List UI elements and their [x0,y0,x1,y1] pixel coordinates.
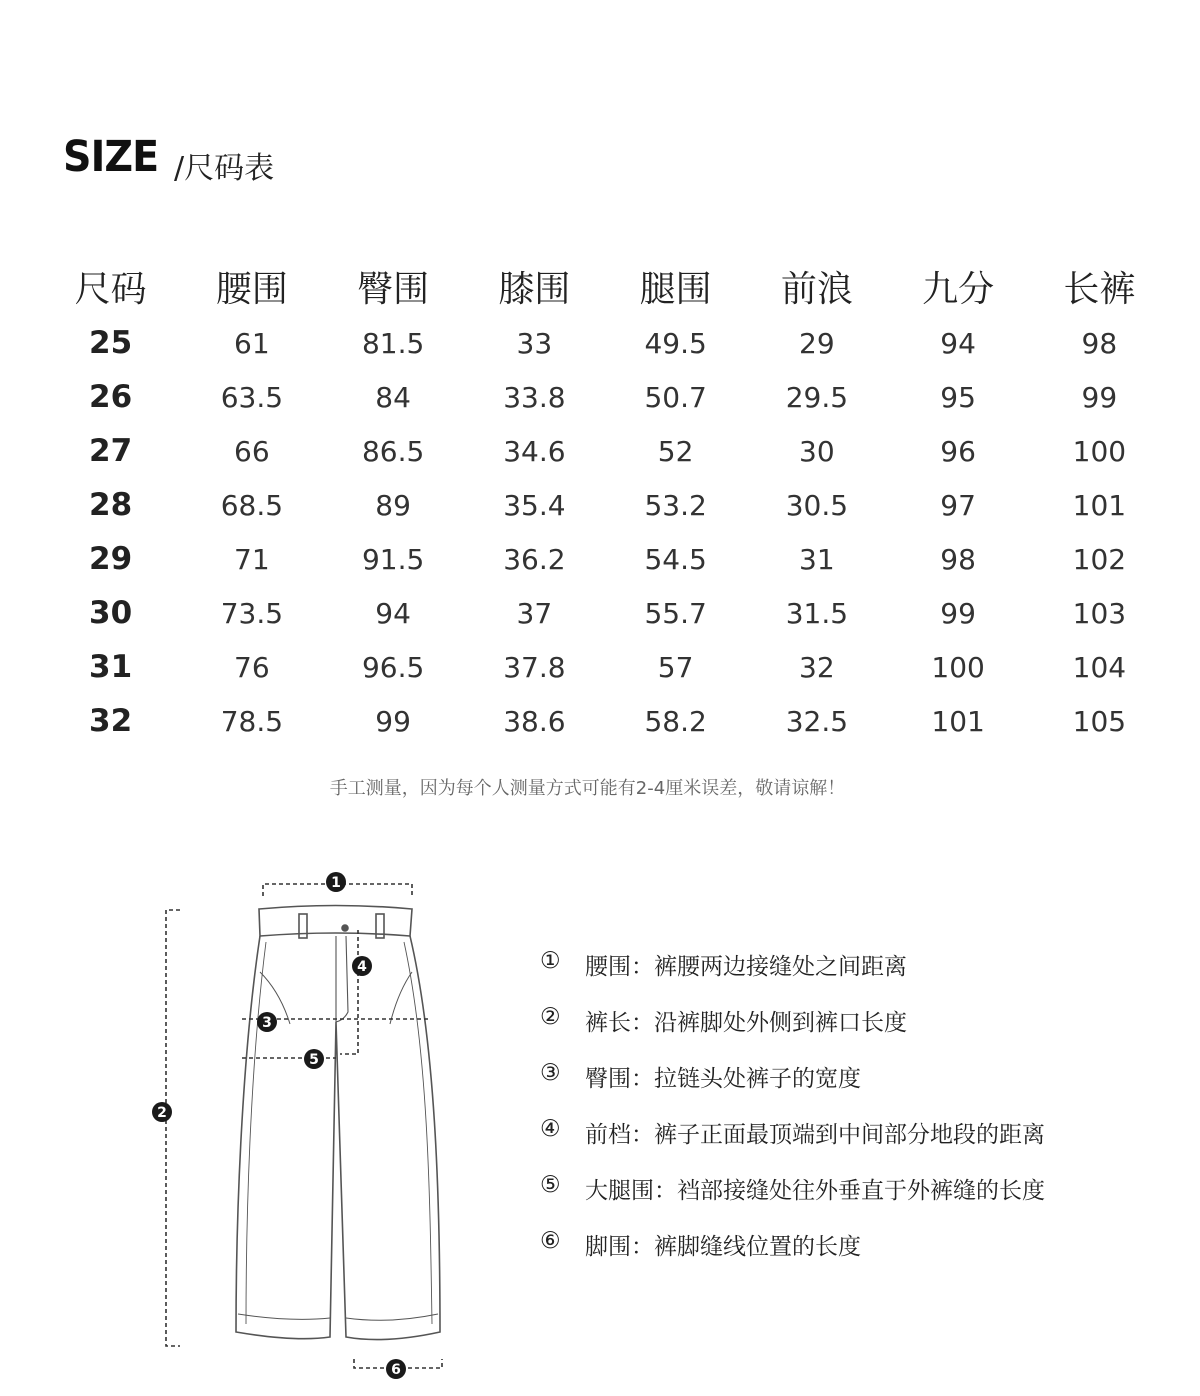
table-cell: 101 [1072,488,1127,522]
table-cell: 66 [234,434,270,468]
table-cell: 95 [940,380,976,414]
table-cell: 105 [1072,704,1127,738]
marker-number: 2 [157,1105,167,1121]
length-measure-line [166,910,180,1346]
table-cell: 33 [516,326,553,360]
table-cell: 91.5 [361,542,425,576]
legend-text: 脚围：裤脚缝线位置的长度 [585,1234,861,1260]
column-header: 前浪 [780,268,853,310]
table-row [40,640,1170,694]
size-cell: 32 [89,703,133,739]
table-cell: 29 [799,326,835,360]
table-cell: 36.2 [503,542,566,576]
table-row [40,424,1170,478]
table-row [40,478,1170,532]
table-cell: 99 [940,596,976,630]
table-cell: 100 [931,650,985,684]
size-table [40,256,1170,748]
legend-item [540,1172,1045,1228]
table-cell: 49.5 [644,326,707,360]
table-cell: 32 [799,650,835,684]
column-header: 腰围 [215,268,288,310]
legend-item [540,948,1045,1004]
legend-item [540,1228,1045,1284]
table-cell: 53.2 [644,488,707,522]
table-cell: 52 [657,434,694,468]
hem-line [238,1314,438,1320]
marker-number: 4 [357,959,367,975]
legend-number: ① [540,948,561,974]
column-header: 腿围 [639,268,712,310]
page-subtitle: /尺码表 [174,151,275,186]
legend-text: 腰围：裤腰两边接缝处之间距离 [585,954,907,980]
table-row [40,532,1170,586]
column-header: 长裤 [1063,268,1136,310]
table-cell: 99 [375,704,411,738]
table-cell: 58.2 [644,704,707,738]
table-cell: 94 [940,326,976,360]
pants-seam [404,942,432,1324]
table-cell: 86.5 [361,434,425,468]
table-cell: 34.6 [503,434,566,468]
table-row [40,694,1170,748]
marker-number: 6 [391,1362,401,1378]
table-cell: 73.5 [220,596,284,630]
legend-item [540,1004,1045,1060]
table-cell: 103 [1072,596,1127,630]
size-cell: 31 [89,649,133,685]
rise-measure-line [340,930,358,1054]
pants-waistband [259,906,412,937]
table-cell: 30.5 [785,488,849,522]
table-cell: 57 [657,650,694,684]
measurement-legend [540,948,1045,1284]
table-cell: 68.5 [220,488,284,522]
table-cell: 71 [234,542,270,576]
table-cell: 89 [375,488,411,522]
table-cell: 78.5 [220,704,284,738]
table-cell: 54.5 [644,542,707,576]
column-header: 膝围 [498,268,571,310]
table-cell: 61 [234,326,270,360]
table-cell: 37.8 [503,650,566,684]
table-cell: 98 [940,542,976,576]
table-cell: 38.6 [503,704,566,738]
table-row [40,586,1170,640]
legend-text: 大腿围：裆部接缝处往外垂直于外裤缝的长度 [585,1178,1045,1204]
table-row [40,316,1170,370]
column-header: 臀围 [357,268,430,310]
measurement-note: 手工测量，因为每个人测量方式可能有2-4厘米误差，敬请谅解！ [329,778,846,799]
table-cell: 32.5 [785,704,849,738]
table-cell: 101 [931,704,985,738]
column-header: 九分 [922,268,995,310]
table-cell: 94 [375,596,411,630]
table-row [40,370,1170,424]
table-cell: 30 [799,434,835,468]
table-cell: 100 [1072,434,1127,468]
pants-outline [236,936,440,1340]
marker-number: 5 [309,1052,319,1068]
table-header-row [40,256,1170,316]
table-cell: 37 [516,596,553,630]
table-cell: 31 [799,542,835,576]
page-title: SIZE [63,132,159,182]
table-cell: 63.5 [220,380,284,414]
table-cell: 81.5 [361,326,425,360]
pants-fly [336,936,348,1022]
legend-text: 前档：裤子正面最顶端到中间部分地段的距离 [585,1122,1045,1148]
size-cell: 30 [89,595,133,631]
table-cell: 98 [1081,326,1118,360]
legend-item [540,1060,1045,1116]
size-cell: 26 [89,379,133,415]
legend-number: ⑥ [540,1228,561,1254]
button-icon [342,925,348,931]
table-cell: 99 [1081,380,1118,414]
size-cell: 28 [89,487,133,523]
table-cell: 35.4 [503,488,566,522]
table-cell: 55.7 [644,596,707,630]
size-cell: 29 [89,541,133,577]
table-cell: 29.5 [785,380,849,414]
legend-text: 裤长：沿裤脚处外侧到裤口长度 [585,1010,907,1036]
legend-number: ② [540,1004,561,1030]
marker-number: 1 [331,875,341,891]
table-cell: 96 [940,434,976,468]
pants-seam [246,942,266,1324]
legend-item [540,1116,1045,1172]
table-cell: 31.5 [785,596,849,630]
table-cell: 33.8 [503,380,566,414]
table-cell: 76 [234,650,270,684]
column-header: 尺码 [74,268,147,310]
legend-number: ⑤ [540,1172,561,1198]
table-cell: 84 [375,380,411,414]
legend-number: ③ [540,1060,561,1086]
table-cell: 104 [1072,650,1127,684]
table-cell: 50.7 [644,380,707,414]
table-cell: 97 [940,488,976,522]
size-cell: 25 [89,325,133,361]
pocket-line [390,972,412,1024]
legend-number: ④ [540,1116,561,1142]
table-cell: 96.5 [361,650,425,684]
size-cell: 27 [89,433,133,469]
legend-text: 臀围：拉链头处裤子的宽度 [585,1066,861,1092]
marker-number: 3 [262,1015,272,1031]
pants-diagram [140,862,470,1382]
table-cell: 102 [1072,542,1127,576]
